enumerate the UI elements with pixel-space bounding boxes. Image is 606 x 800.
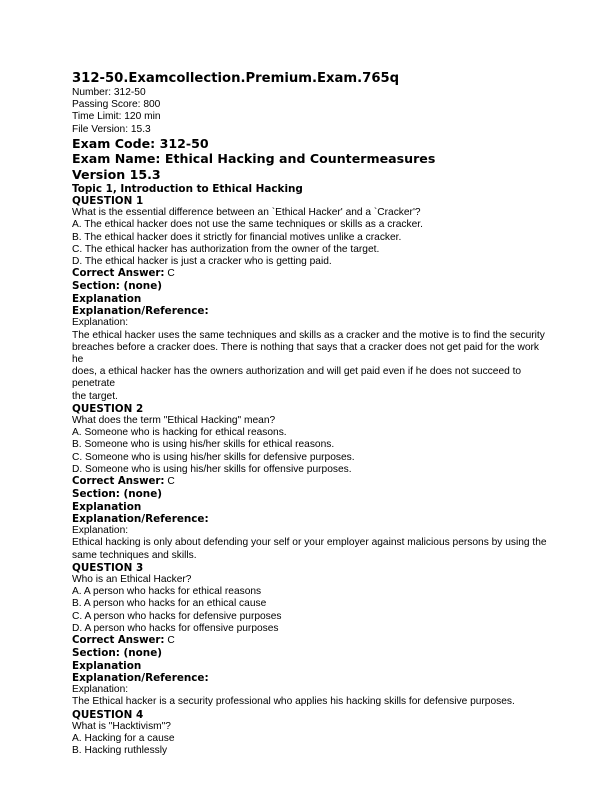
meta-number: Number: 312-50	[72, 87, 146, 98]
question-heading: QUESTION 1	[72, 194, 144, 207]
correct-answer-value: C	[167, 476, 175, 488]
question-heading: QUESTION 3	[72, 561, 144, 574]
answer-option: B. Someone who is using his/her skills for ethical reasons.	[72, 439, 335, 451]
answer-option: B. A person who hacks for an ethical cause	[72, 598, 267, 610]
explanation-line: The ethical hacker uses the same techniques and skills as a cracker and the motive is to find the security	[72, 329, 545, 341]
explanation-line: he	[72, 353, 84, 365]
answer-option: D. The ethical hacker is just a cracker who is getting paid.	[72, 256, 332, 267]
document-title: 312-50.Examcollection.Premium.Exam.765q	[72, 71, 400, 86]
explanation-label: Explanation:	[72, 317, 129, 329]
explanation-heading: Explanation	[72, 500, 142, 513]
question-heading: QUESTION 2	[72, 402, 144, 415]
explanation-reference-heading: Explanation/Reference:	[72, 671, 209, 684]
topic-heading: Topic 1, Introduction to Ethical Hacking	[72, 182, 303, 195]
answer-option: C. Someone who is using his/her skills for defensive purposes.	[72, 451, 355, 463]
correct-answer	[72, 476, 542, 488]
explanation-label: Explanation:	[72, 684, 129, 696]
exam-version: Version 15.3	[72, 167, 161, 182]
correct-answer-label: Correct Answer:	[72, 476, 165, 488]
document-page	[72, 70, 547, 757]
answer-option: A. A person who hacks for ethical reasons	[72, 586, 262, 598]
explanation-reference-heading: Explanation/Reference:	[72, 512, 209, 525]
answer-option: B. The ethical hacker does it strictly for financial motives unlike a cracker.	[72, 231, 402, 243]
meta-time-limit: Time Limit: 120 min	[72, 111, 161, 123]
correct-answer	[72, 268, 542, 280]
exam-name: Exam Name: Ethical Hacking and Countermeasures	[72, 151, 436, 167]
section-label: Section: (none)	[72, 488, 163, 501]
answer-option: C. The ethical hacker has authorization from the owner of the target.	[72, 243, 380, 255]
answer-option: C. A person who hacks for defensive purposes	[72, 610, 282, 622]
exam-code: Exam Code: 312-50	[72, 135, 209, 151]
explanation-reference-heading: Explanation/Reference:	[72, 305, 209, 317]
explanation-line: Ethical hacking is only about defending your self or your employer against malicious persons by using the	[72, 537, 547, 549]
question-text: What is the essential difference between an `Ethical Hacker' and a `Cracker'?	[72, 207, 421, 219]
explanation-line: does, a ethical hacker has the owners authorization and will get paid even if he does not succeed to	[72, 366, 522, 378]
answer-option: A. Hacking for a cause	[72, 733, 175, 745]
question-heading: QUESTION 4	[72, 708, 144, 721]
section-label: Section: (none)	[72, 647, 163, 660]
answer-option: B. Hacking ruthlessly	[72, 745, 168, 757]
correct-answer-value: C	[167, 635, 175, 647]
section-label: Section: (none)	[72, 280, 163, 293]
correct-answer-label: Correct Answer:	[72, 268, 165, 280]
explanation-heading: Explanation	[72, 292, 142, 305]
correct-answer	[72, 635, 542, 647]
meta-passing-score: Passing Score: 800	[72, 99, 161, 111]
explanation-line: breaches before a cracker does. There is nothing that says that a cracker does not get paid for the work	[72, 341, 539, 353]
explanation-line: the target.	[72, 390, 118, 402]
meta-file-version: File Version: 15.3	[72, 123, 151, 135]
answer-option: D. Someone who is using his/her skills for offensive purposes.	[72, 463, 352, 475]
answer-option: A. Someone who is hacking for ethical reasons.	[72, 427, 287, 439]
question-text: Who is an Ethical Hacker?	[72, 574, 192, 586]
explanation-heading: Explanation	[72, 659, 142, 672]
correct-answer-value: C	[167, 268, 175, 280]
explanation-line: same techniques and skills.	[72, 549, 197, 561]
explanation-line: The Ethical hacker is a security professional who applies his hacking skills for defensive purposes.	[72, 696, 515, 708]
correct-answer-label: Correct Answer:	[72, 635, 165, 647]
question-text: What is "Hacktivism"?	[72, 720, 171, 732]
explanation-line: penetrate	[72, 378, 116, 390]
explanation-label: Explanation:	[72, 525, 129, 537]
question-text: What does the term "Ethical Hacking" mean?	[72, 415, 276, 427]
answer-option: A. The ethical hacker does not use the same techniques or skills as a cracker.	[72, 219, 423, 231]
answer-option: D. A person who hacks for offensive purposes	[72, 622, 279, 634]
